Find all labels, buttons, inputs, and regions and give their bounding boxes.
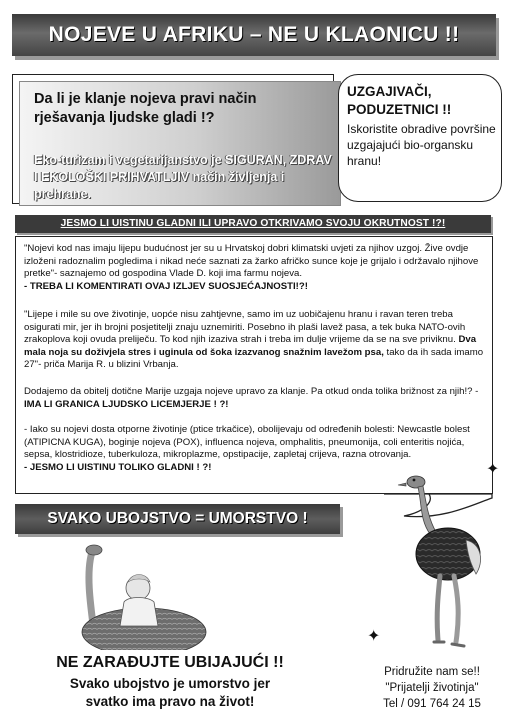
join-organization: "Prijatelji životinja" bbox=[385, 682, 479, 694]
farmers-body: Iskoristite obradive površine uzgajajući bio-organsku hranu! bbox=[347, 122, 496, 168]
section-heading: JESMO LI UISTINU GLADNI ILI UPRAVO OTKRIVAMO SVOJU OKRUTNOST !?! bbox=[15, 215, 491, 233]
paragraph-2-bold: Dva mala noja su doživjela stres i uginula od šoka izazvanog snažnim lavežom psa, bbox=[24, 334, 477, 358]
paragraph-3-bold: IMA LI GRANICA LJUDSKO LICEMJERJE ! ?! bbox=[24, 398, 229, 410]
bottom-heading: NE ZARAĐUJTE UBIJAJUĆI !! bbox=[56, 654, 284, 671]
paragraph-3-text: Dodajemo da obitelj dotične Marije uzgaja nojeve upravo za klanje. Pa otkud onda tolika brižnost za njih!? - bbox=[24, 386, 479, 397]
sparkle-icon: ✦ bbox=[367, 628, 381, 645]
paragraph-4-bold: - JESMO LI UISTINU TOLIKO GLADNI ! ?! bbox=[24, 461, 212, 473]
join-line-1: Pridružite nam se!! bbox=[384, 666, 480, 678]
farmers-callout bbox=[338, 74, 502, 202]
child-with-ostrich-icon bbox=[72, 542, 222, 650]
murder-banner-text: SVAKO UBOJSTVO = UMORSTVO ! bbox=[47, 510, 308, 527]
page-title-text: NOJEVE U AFRIKU – NE U KLAONICU !! bbox=[48, 23, 460, 46]
paragraph-4-text: - Iako su nojevi dosta otporne životinje (ptice trkačice), obolijevaju od određenih bolesti: Newcastle bolest (ATIPICNA KUGA), boginje nojeva (POX), influenca nojeva, omphalitis, pneumonija, coli enteritis nojića, sepsa, klostridioze, tuberkuloza, mikroplazme, opstipacije, zapletaj crijeva, razna otrovanja. bbox=[24, 424, 470, 461]
paragraph-4 bbox=[24, 424, 486, 474]
paragraph-1-text: "Nojevi kod nas imaju lijepu budućnost jer su u Hrvatskoj dobri klimatski uvjeti za njihov uzgoj. Žive ovdje izloženi radoznalim pogledima i nikad neće saznati za žarko afričko sunce koje je grijalo i održavalo njihove pretke"- saznajemo od gospodina Vlade D. koji ima farmu nojeva. bbox=[24, 243, 479, 280]
bottom-line-1: Svako ubojstvo je umorstvo jer bbox=[69, 676, 271, 691]
intro-statement: Eko-turizam i vegetarijanstvo je SIGURAN, ZDRAV I EKOLOŠKI PRIHVATLJIV način življenja i prehrane. bbox=[34, 153, 332, 201]
join-phone: Tel / 091 764 24 15 bbox=[383, 698, 481, 710]
ostrich-icon bbox=[396, 470, 484, 652]
paragraph-2-text: "Lijepe i mile su ove životinje, uopće nisu zahtjevne, samo im uz uobičajenu hranu i ravan teren treba osigurati mir, jer ih brojni posjetitelji znaju uznemiriti. Posebno ih plaši lavež pasa, a tek buka NATO-ovih zrakoplova koji ovuda preliječu. To kod njih izaziva strah i treba im dulje vrijeme da se na sve priviknu. bbox=[24, 309, 466, 346]
main-text-box bbox=[15, 236, 493, 494]
page-title bbox=[12, 14, 496, 56]
intro-box bbox=[12, 74, 334, 204]
paragraph-3 bbox=[24, 386, 486, 411]
intro-panel bbox=[19, 81, 341, 206]
paragraph-1-bold: - TREBA LI KOMENTIRATI OVAJ IZLJEV SUOSJEĆAJNOSTI!?! bbox=[24, 280, 308, 292]
paragraph-1 bbox=[24, 243, 486, 293]
intro-question: Da li je klanje nojeva pravi način rješavanja ljudske gladi !? bbox=[34, 91, 257, 126]
bottom-line-2: svatko ima pravo na život! bbox=[85, 694, 255, 709]
paragraph-2 bbox=[24, 309, 486, 372]
murder-banner bbox=[15, 504, 340, 534]
paragraph-2-tail: tako da ih sada imamo 27"- priča Marija R. u blizini Vrbanja. bbox=[24, 346, 484, 371]
farmers-heading: UZGAJIVAČI, PODUZETNICI !! bbox=[347, 84, 452, 117]
sparkle-icon: ✦ bbox=[486, 461, 500, 478]
